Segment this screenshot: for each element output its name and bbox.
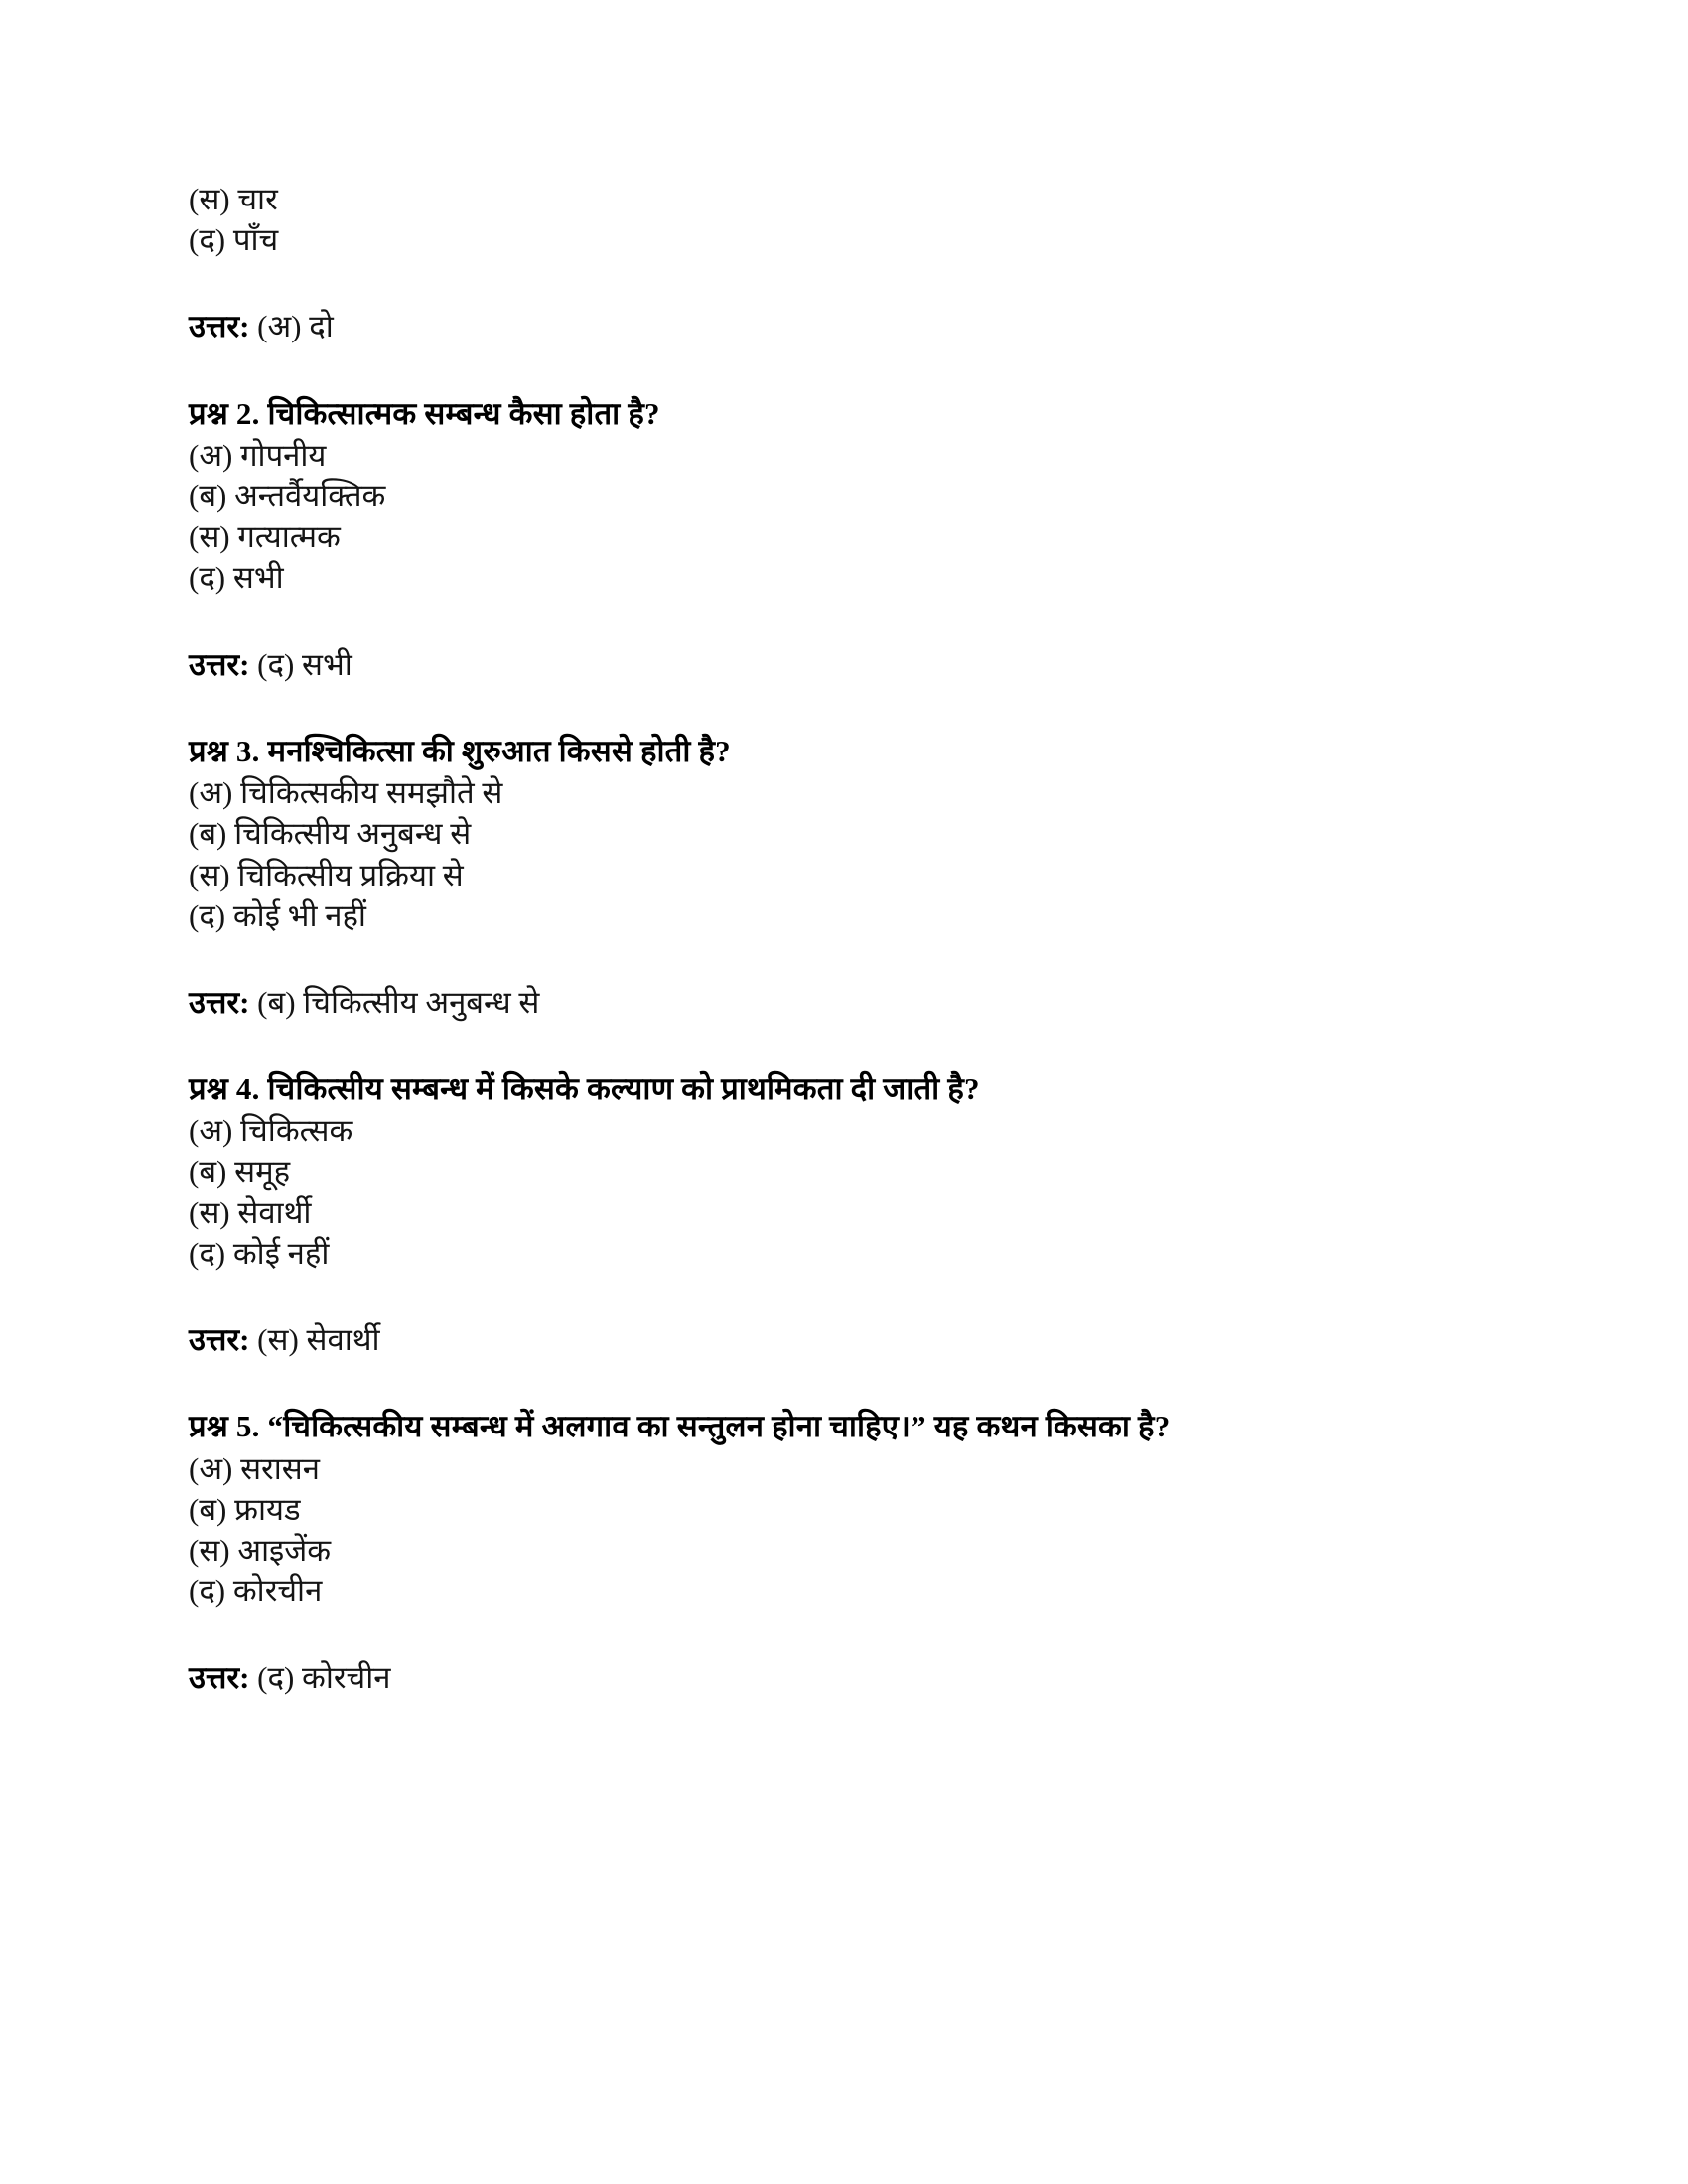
- option-label: (द): [189, 897, 226, 933]
- question-block: [189, 731, 1479, 1023]
- option-text: चिकित्सक: [240, 1113, 353, 1149]
- option-row: [189, 476, 1479, 516]
- option-text: चिकित्सकीय समझौते से: [240, 775, 503, 811]
- question-block: [189, 393, 1479, 685]
- option-label: (अ): [189, 437, 233, 473]
- answer-text: (स) सेवार्थी: [257, 1322, 380, 1358]
- option-row: [189, 1192, 1479, 1233]
- spacer: [189, 1023, 1479, 1068]
- answer-line: [189, 982, 1479, 1023]
- answer-label: उत्तर:: [189, 1322, 250, 1358]
- option-row: [189, 1489, 1479, 1530]
- answer-line: [189, 644, 1479, 685]
- spacer: [189, 685, 1479, 731]
- option-label: (अ): [189, 1450, 233, 1486]
- option-label: (स): [189, 1533, 230, 1568]
- answer-text: (द) सभी: [257, 646, 352, 682]
- option-text: चिकित्सीय अनुबन्ध से: [234, 816, 472, 852]
- option-label: (द): [189, 1573, 226, 1609]
- option-text: गत्यात्मक: [237, 519, 341, 555]
- option-row: [189, 1448, 1479, 1489]
- option-row: [189, 557, 1479, 598]
- option-text: कोरचीन: [232, 1573, 323, 1609]
- answer-label: उत्तर:: [189, 984, 250, 1020]
- spacer: [189, 1274, 1479, 1319]
- question-heading: प्रश्न 2. चिकित्सात्मक सम्बन्ध कैसा होता है?: [189, 395, 660, 431]
- option-label: (स): [189, 1194, 230, 1230]
- spacer: [189, 260, 1479, 306]
- option-row: [189, 435, 1479, 476]
- question-block: [189, 1068, 1479, 1360]
- option-row: [189, 516, 1479, 557]
- option-text: गोपनीय: [240, 437, 327, 473]
- option-row: [189, 772, 1479, 813]
- spacer: [189, 1360, 1479, 1406]
- option-text: सेवार्थी: [237, 1194, 312, 1230]
- option-text: समूह: [234, 1154, 291, 1189]
- option-text: कोई भी नहीं: [232, 897, 366, 933]
- option-label: (ब): [189, 816, 227, 852]
- spacer: [189, 936, 1479, 982]
- answer-line: [189, 1319, 1479, 1360]
- option-row: [189, 219, 1479, 260]
- option-row: [189, 855, 1479, 895]
- option-text: चिकित्सीय प्रक्रिया से: [237, 857, 464, 892]
- option-label: (ब): [189, 1491, 227, 1527]
- option-text: पाँच: [232, 222, 279, 258]
- option-label: (स): [189, 182, 230, 216]
- spacer: [189, 347, 1479, 393]
- question-heading: प्रश्न 5. “चिकित्सकीय सम्बन्ध में अलगाव का सन्तुलन होना चाहिए।” यह कथन किसका है?: [189, 1409, 1171, 1444]
- option-label: (अ): [189, 1113, 233, 1149]
- answer-label: उत्तर:: [189, 646, 250, 682]
- answer-text: (द) कोरचीन: [257, 1660, 391, 1696]
- option-label: (द): [189, 222, 226, 258]
- question-block: [189, 1406, 1479, 1698]
- document-content: [189, 179, 1479, 1699]
- answer-line: [189, 306, 1479, 346]
- option-text: फ्रायड: [234, 1491, 301, 1527]
- option-row: [189, 1152, 1479, 1192]
- spacer: [189, 599, 1479, 644]
- option-label: (द): [189, 1235, 226, 1271]
- leading-options-group: [189, 179, 1479, 260]
- question-heading: प्रश्न 3. मनश्चिकित्सा की शुरुआत किससे होती है?: [189, 733, 731, 768]
- option-text: कोई नहीं: [232, 1235, 330, 1271]
- answer-text: (अ) दो: [257, 309, 334, 344]
- option-label: (स): [189, 857, 230, 892]
- option-label: (ब): [189, 478, 227, 514]
- option-label: (द): [189, 560, 226, 596]
- answer-line: [189, 1657, 1479, 1698]
- option-row: [189, 895, 1479, 936]
- option-label: (स): [189, 519, 230, 555]
- option-label: (अ): [189, 775, 233, 811]
- option-text: चार: [237, 182, 278, 216]
- answer-text: (ब) चिकित्सीय अनुबन्ध से: [257, 984, 540, 1020]
- spacer: [189, 1611, 1479, 1657]
- option-row: [189, 1570, 1479, 1611]
- option-row: [189, 1110, 1479, 1151]
- question-heading: प्रश्न 4. चिकित्सीय सम्बन्ध में किसके कल्याण को प्राथमिकता दी जाती है?: [189, 1071, 980, 1107]
- option-text: अन्तर्वैयक्तिक: [234, 478, 386, 514]
- option-row: [189, 813, 1479, 854]
- option-row: [189, 1530, 1479, 1570]
- option-label: (ब): [189, 1154, 227, 1189]
- option-row: [189, 1233, 1479, 1274]
- option-text: सभी: [232, 560, 284, 596]
- option-text: सरासन: [240, 1450, 320, 1486]
- option-row: [189, 179, 1479, 219]
- answer-label: उत्तर:: [189, 309, 250, 344]
- answer-label: उत्तर:: [189, 1660, 250, 1696]
- option-text: आइजेंक: [237, 1533, 332, 1568]
